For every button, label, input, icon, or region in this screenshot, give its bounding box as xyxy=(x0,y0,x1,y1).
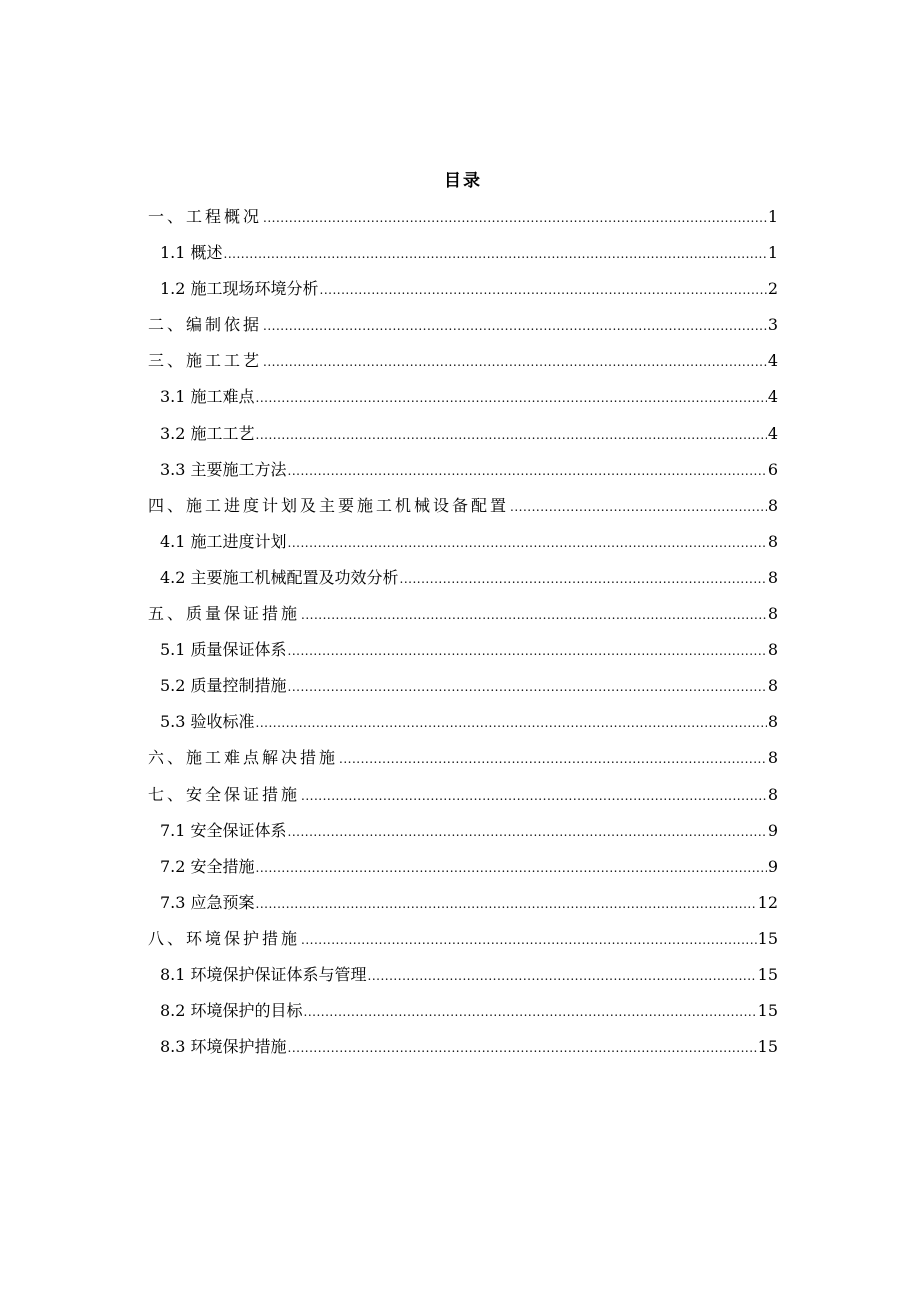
toc-entry-label: 六、施工难点解决措施 xyxy=(148,748,339,768)
toc-entry-page-number: 9 xyxy=(767,856,778,876)
toc-entry-page-number: 8 xyxy=(767,676,778,696)
toc-leader-dots xyxy=(288,640,767,662)
toc-leader-dots xyxy=(263,315,767,337)
toc-entry[interactable] xyxy=(148,711,778,747)
toc-title: 目录 xyxy=(444,171,482,191)
toc-entry-page-number: 8 xyxy=(767,640,778,660)
toc-entry[interactable] xyxy=(148,892,778,928)
toc-entry[interactable] xyxy=(148,495,778,531)
toc-entry-page-number: 8 xyxy=(767,567,778,587)
toc-entry[interactable] xyxy=(148,964,778,1000)
toc-entry-page-number: 6 xyxy=(767,459,778,479)
toc-entry-label: 4.1 施工进度计划 xyxy=(160,531,287,551)
toc-entry-page-number: 2 xyxy=(767,279,778,299)
toc-entry[interactable] xyxy=(148,1000,778,1036)
toc-entry-page-number: 4 xyxy=(767,387,778,407)
toc-leader-dots xyxy=(263,351,767,373)
toc-leader-dots xyxy=(256,387,767,409)
toc-entry-page-number: 8 xyxy=(767,748,778,768)
toc-leader-dots xyxy=(301,785,767,807)
toc-leader-dots xyxy=(339,748,767,770)
toc-entry[interactable] xyxy=(148,350,778,386)
toc-entry[interactable] xyxy=(148,567,778,603)
toc-entry-label: 4.2 主要施工机械配置及功效分析 xyxy=(160,567,399,587)
toc-entry-page-number: 12 xyxy=(757,892,778,912)
toc-leader-dots xyxy=(320,279,767,301)
toc-leader-dots xyxy=(288,821,767,843)
toc-entry-label: 一、工程概况 xyxy=(148,207,263,226)
toc-entry-page-number: 15 xyxy=(757,964,778,984)
toc-entry-label: 5.3 验收标准 xyxy=(160,712,255,732)
toc-leader-dots xyxy=(256,893,757,915)
toc-entry[interactable] xyxy=(148,747,778,783)
toc-leader-dots xyxy=(301,604,767,626)
toc-entry-page-number: 4 xyxy=(767,351,778,371)
toc-leader-dots xyxy=(263,207,767,229)
toc-entry[interactable] xyxy=(148,206,778,242)
toc-entry-page-number: 9 xyxy=(767,820,778,840)
toc-leader-dots xyxy=(301,929,757,951)
toc-entry-page-number: 8 xyxy=(767,495,778,515)
toc-entry[interactable] xyxy=(148,1036,778,1072)
toc-entry-label: 五、质量保证措施 xyxy=(148,604,301,624)
toc-entry[interactable] xyxy=(148,675,778,711)
toc-entry[interactable] xyxy=(148,423,778,459)
toc-leader-dots xyxy=(304,1001,757,1023)
toc-leader-dots xyxy=(288,460,767,482)
toc-entry-page-number: 8 xyxy=(767,712,778,732)
toc-entry-page-number: 4 xyxy=(767,423,778,443)
toc-entry-label: 5.2 质量控制措施 xyxy=(160,676,287,696)
toc-leader-dots xyxy=(288,532,767,554)
toc-leader-dots xyxy=(510,496,767,518)
toc-entry[interactable] xyxy=(148,639,778,675)
toc-entry-label: 8.1 环境保护保证体系与管理 xyxy=(160,964,367,984)
toc-entry-page-number: 8 xyxy=(767,604,778,624)
toc-entry[interactable] xyxy=(148,603,778,639)
toc-entry[interactable] xyxy=(148,784,778,820)
toc-entry-label: 1.1 概述 xyxy=(160,243,223,263)
toc-leader-dots xyxy=(368,965,757,987)
toc-entry-page-number: 1 xyxy=(767,207,778,226)
toc-entry-label: 3.1 施工难点 xyxy=(160,387,255,407)
toc-entry-label: 3.3 主要施工方法 xyxy=(160,459,287,479)
toc-entry-page-number: 15 xyxy=(757,1037,778,1057)
toc-entry[interactable] xyxy=(148,242,778,278)
toc-entry-label: 3.2 施工工艺 xyxy=(160,423,255,443)
toc-leader-dots xyxy=(256,857,767,879)
toc-entry[interactable] xyxy=(148,459,778,495)
toc-entry[interactable] xyxy=(148,314,778,350)
toc-entry[interactable] xyxy=(148,820,778,856)
toc-list xyxy=(148,206,778,1072)
toc-entry-page-number: 1 xyxy=(767,243,778,263)
toc-entry[interactable] xyxy=(148,386,778,422)
toc-entry[interactable] xyxy=(148,278,778,314)
toc-entry[interactable] xyxy=(148,531,778,567)
toc-leader-dots xyxy=(288,676,767,698)
toc-entry-label: 5.1 质量保证体系 xyxy=(160,640,287,660)
toc-entry-page-number: 8 xyxy=(767,784,778,804)
toc-entry-label: 8.2 环境保护的目标 xyxy=(160,1001,303,1021)
toc-leader-dots xyxy=(288,1037,757,1059)
toc-entry-page-number: 15 xyxy=(757,1001,778,1021)
toc-entry-page-number: 15 xyxy=(757,928,778,948)
toc-leader-dots xyxy=(256,424,767,446)
toc-entry-label: 八、环境保护措施 xyxy=(148,928,301,948)
toc-leader-dots xyxy=(224,243,767,265)
toc-entry-label: 7.3 应急预案 xyxy=(160,892,255,912)
toc-entry-label: 三、施工工艺 xyxy=(148,351,263,371)
toc-entry-label: 7.2 安全措施 xyxy=(160,856,255,876)
toc-entry[interactable] xyxy=(148,856,778,892)
toc-entry-label: 七、安全保证措施 xyxy=(148,784,301,804)
toc-entry-label: 8.3 环境保护措施 xyxy=(160,1037,287,1057)
toc-entry-label: 二、编制依据 xyxy=(148,315,263,335)
toc-entry-page-number: 3 xyxy=(767,315,778,335)
toc-entry-page-number: 8 xyxy=(767,531,778,551)
toc-entry-label: 1.2 施工现场环境分析 xyxy=(160,279,319,299)
toc-leader-dots xyxy=(400,568,767,590)
toc-entry-label: 四、施工进度计划及主要施工机械设备配置 xyxy=(148,495,510,515)
toc-entry-label: 7.1 安全保证体系 xyxy=(160,820,287,840)
toc-entry[interactable] xyxy=(148,928,778,964)
toc-leader-dots xyxy=(256,712,767,734)
